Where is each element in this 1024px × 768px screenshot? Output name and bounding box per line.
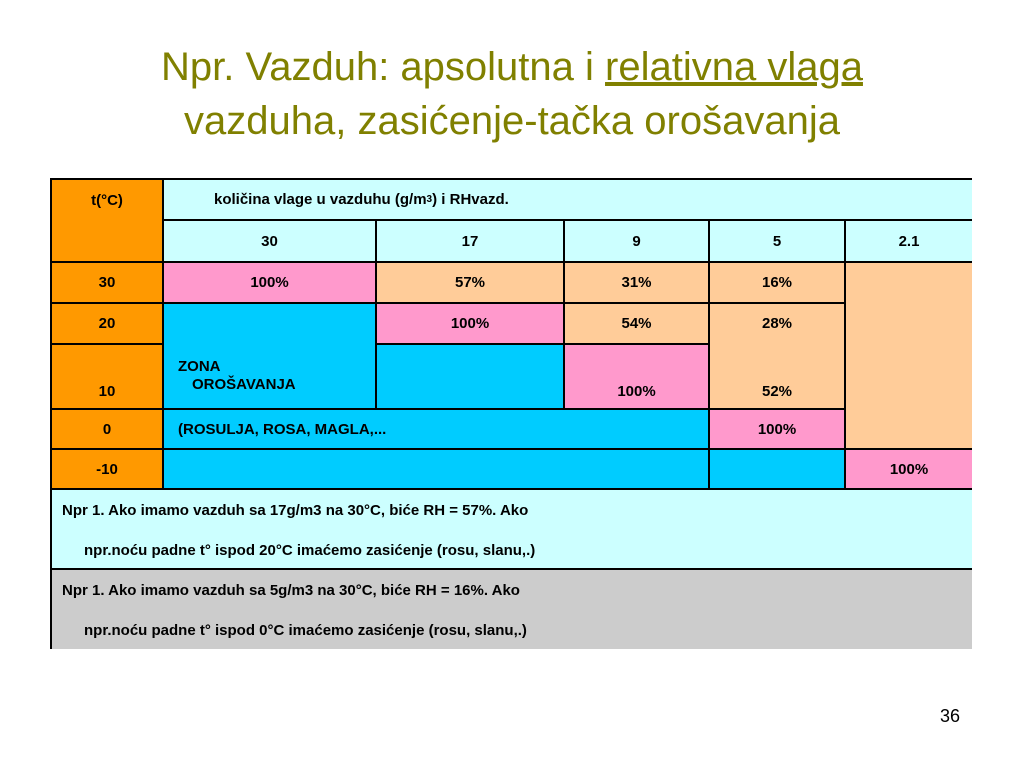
cell-30-9: 31%	[565, 263, 708, 302]
title-line2: vazduha, zasićenje-tačka orošavanja	[184, 99, 840, 143]
row-temp-minus10: -10	[52, 450, 162, 488]
col-header-17: 17	[377, 221, 563, 261]
page-number: 36	[939, 706, 960, 726]
col-header-2-1: 2.1	[846, 221, 972, 261]
col-header-9: 9	[565, 221, 708, 261]
note-1	[52, 490, 972, 568]
cell-minus10-2-1: 100%	[846, 450, 972, 488]
zona-line1: ZONA	[178, 358, 221, 375]
main-header: količina vlage u vazduhu (g/m 3 ) i RHvazd.	[164, 180, 972, 219]
note-2-line1: Npr 1. Ako imamo vazduh sa 5g/m3 na 30°C, biće RH = 16%. Ako	[62, 582, 520, 599]
zona-row-minus10-b	[710, 450, 844, 488]
title-line1-prefix: Npr. Vazduh: apsolutna i	[161, 45, 606, 89]
zona-cell-col17	[377, 345, 563, 408]
note-1-line1: Npr 1. Ako imamo vazduh sa 17g/m3 na 30°C, biće RH = 57%. Ako	[62, 502, 529, 519]
humidity-table	[50, 178, 972, 649]
cell-10-9: 100%	[565, 345, 708, 408]
row-temp-0: 0	[52, 410, 162, 448]
cell-20-9: 54%	[565, 304, 708, 343]
zona-line2: OROŠAVANJA	[192, 376, 296, 393]
zona-row0	[164, 410, 708, 448]
col-header-5: 5	[710, 221, 844, 261]
cell-10-5: 52%	[761, 383, 793, 400]
title-line1-underlined: relativna vlaga	[605, 45, 863, 89]
note-1-line2: npr.noću padne t° ispod 20°C imaćemo zasićenje (rosu, slanu,.)	[84, 542, 536, 559]
slide-title	[40, 40, 984, 148]
cell-20-17: 100%	[377, 304, 563, 343]
row-temp-10: 10	[52, 345, 162, 408]
corner-header: t(°C)	[52, 180, 162, 261]
col-header-30: 30	[164, 221, 375, 261]
row-temp-30: 30	[52, 263, 162, 302]
cell-30-30: 100%	[164, 263, 375, 302]
zona-paren: (ROSULJA, ROSA, MAGLA,...	[178, 420, 387, 438]
note-2-line2: npr.noću padne t° ispod 0°C imaćemo zasićenje (rosu, slanu,.)	[84, 622, 527, 639]
zona-row-minus10-a	[164, 450, 708, 488]
cell-30-5: 16%	[710, 263, 844, 302]
cell-col5-peach	[710, 304, 844, 408]
row-temp-20: 20	[52, 304, 162, 343]
cell-0-5: 100%	[710, 410, 844, 448]
cell-30-17: 57%	[377, 263, 563, 302]
cell-20-5: 28%	[761, 315, 793, 332]
note-2	[52, 570, 972, 649]
cell-col-2-1-peach	[846, 263, 972, 448]
zona-cell-col30	[164, 304, 375, 408]
